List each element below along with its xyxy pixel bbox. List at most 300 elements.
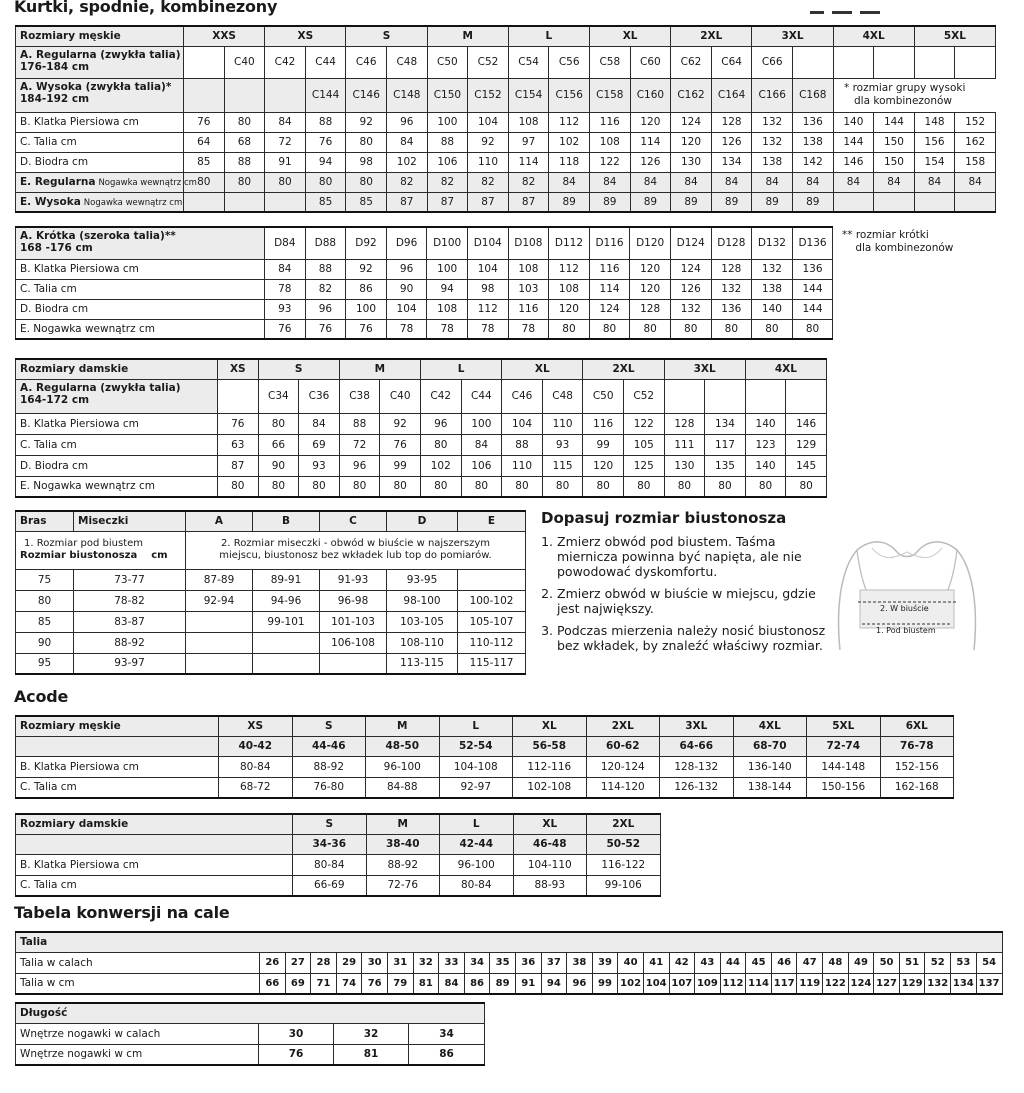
size-code-cell: D132 <box>752 227 793 259</box>
measure-cell: 104-108 <box>439 756 513 777</box>
measure-cell: 89 <box>549 192 590 212</box>
measure-cell: 80 <box>461 476 502 497</box>
table-row <box>16 590 526 611</box>
measure-cell: 80 <box>589 319 630 339</box>
measure-cell: 80 <box>224 112 265 132</box>
inch-cell: 34 <box>464 952 490 973</box>
measure-cell: 136-140 <box>733 756 807 777</box>
row-label <box>16 227 265 259</box>
measure-cell: 134 <box>711 152 752 172</box>
cm-cell: 102 <box>618 973 644 994</box>
measure-cell: 129 <box>786 434 827 455</box>
size-code-cell: D92 <box>346 227 387 259</box>
underbust-range-cell: 73-77 <box>74 569 186 590</box>
measure-cell: 158 <box>955 152 996 172</box>
size-group-header: M <box>427 26 508 46</box>
row-label-range: 176-184 cm <box>20 60 90 73</box>
size-code-cell <box>955 46 996 78</box>
table-row <box>16 319 833 339</box>
size-group-header: XS <box>265 26 346 46</box>
short-size-note: ** rozmiar krótki dla kombinezonów <box>842 229 954 254</box>
inch-cell: 34 <box>409 1023 485 1044</box>
measure-cell: 78 <box>467 319 508 339</box>
inch-cell: 30 <box>362 952 388 973</box>
tall-size-note: * rozmiar grupy wysoki dla kombinezonów <box>844 82 966 107</box>
cup-range-cell: 108-110 <box>387 632 458 653</box>
size-code-cell: D128 <box>711 227 752 259</box>
size-code-cell: C168 <box>792 78 833 112</box>
cup-range-cell: 91-93 <box>320 569 387 590</box>
size-group-header: S <box>258 359 339 379</box>
size-code-cell: C42 <box>265 46 306 78</box>
cup-range-cell: 100-102 <box>458 590 526 611</box>
measure-cell: 97 <box>508 132 549 152</box>
table-row <box>16 379 827 413</box>
size-code-cell: D136 <box>792 227 833 259</box>
inch-cell: 35 <box>490 952 516 973</box>
measure-cell: 72-76 <box>366 875 440 896</box>
size-group-header: 3XL <box>752 26 833 46</box>
measure-cell: 80 <box>664 476 705 497</box>
table-row <box>16 1023 485 1044</box>
size-header: 4XL <box>733 716 807 736</box>
row-label: C. Talia cm <box>16 875 293 896</box>
table-row <box>16 1044 485 1065</box>
bra-measurement-figure <box>832 530 982 655</box>
size-code-cell: C48 <box>387 46 428 78</box>
cm-cell: 137 <box>976 973 1002 994</box>
measure-cell: 116 <box>589 259 630 279</box>
size-range-cell: 48-50 <box>366 736 440 756</box>
measure-cell: 80 <box>184 172 225 192</box>
measure-cell: 128 <box>711 259 752 279</box>
measure-cell: 63 <box>218 434 259 455</box>
table-row <box>16 511 526 531</box>
measure-cell: 85 <box>346 192 387 212</box>
measure-cell: 152-156 <box>880 756 954 777</box>
table-row <box>16 1003 485 1023</box>
table-row <box>16 632 526 653</box>
measure-cell: 80-84 <box>440 875 514 896</box>
measure-cell: 93 <box>299 455 340 476</box>
measure-cell: 144 <box>792 279 833 299</box>
measure-cell: 140 <box>745 413 786 434</box>
measure-cell: 102-108 <box>513 777 587 798</box>
table-row <box>16 46 996 78</box>
size-code-cell: C56 <box>549 46 590 78</box>
measure-cell: 104 <box>468 112 509 132</box>
size-code-cell: D124 <box>670 227 711 259</box>
table-row <box>16 112 996 132</box>
measure-cell: 80 <box>502 476 543 497</box>
measure-cell: 120 <box>583 455 624 476</box>
length-header: Długość <box>16 1003 485 1023</box>
size-code-cell: D112 <box>549 227 590 259</box>
cup-range-cell: 99-101 <box>253 611 320 632</box>
row-label: E. Nogawka wewnątrz cm <box>16 319 265 339</box>
row-label: D. Biodra cm <box>16 152 184 172</box>
size-code-cell <box>664 379 705 413</box>
measure-cell: 84 <box>461 434 502 455</box>
measure-cell: 154 <box>914 152 955 172</box>
measure-cell: 106 <box>461 455 502 476</box>
measure-cell: 116 <box>583 413 624 434</box>
row-label: Talia w cm <box>16 973 260 994</box>
measure-cell: 124 <box>671 112 712 132</box>
mens-size-table <box>15 25 996 213</box>
cup-header: A <box>186 511 253 531</box>
inch-cell: 39 <box>592 952 618 973</box>
measure-cell: 80 <box>224 172 265 192</box>
measure-cell: 152 <box>955 112 996 132</box>
underbust-title: 1. Rozmiar pod biustem <box>24 537 144 549</box>
measure-cell: 93 <box>542 434 583 455</box>
measure-cell: 87 <box>427 192 468 212</box>
cm-cell: 81 <box>413 973 439 994</box>
bra-guide-steps <box>541 534 837 660</box>
measure-cell: 80 <box>346 132 387 152</box>
table-row <box>16 932 1003 952</box>
size-code-cell: D108 <box>508 227 549 259</box>
size-header: S <box>292 716 366 736</box>
measure-cell: 87 <box>218 455 259 476</box>
cm-cell: 109 <box>695 973 721 994</box>
measure-cell: 78 <box>265 279 306 299</box>
size-range-cell: 34-36 <box>293 834 367 854</box>
cm-cell: 122 <box>823 973 849 994</box>
cup-range-cell: 92-94 <box>186 590 253 611</box>
cup-range-cell: 94-96 <box>253 590 320 611</box>
measure-cell: 125 <box>623 455 664 476</box>
table-row <box>16 455 827 476</box>
measure-cell: 80 <box>542 476 583 497</box>
size-range-cell: 60-62 <box>586 736 660 756</box>
measure-cell: 120-124 <box>586 756 660 777</box>
measure-cell: 100 <box>427 112 468 132</box>
measure-cell: 162 <box>955 132 996 152</box>
inch-cell: 36 <box>515 952 541 973</box>
measure-cell: 115 <box>542 455 583 476</box>
measure-cell: 99 <box>583 434 624 455</box>
cup-range-cell: 115-117 <box>458 653 526 674</box>
table-row <box>16 814 661 834</box>
table-row <box>16 259 833 279</box>
measure-cell <box>874 192 915 212</box>
measure-cell: 96 <box>386 259 427 279</box>
size-group-header: XXS <box>184 26 265 46</box>
measure-cell: 138 <box>792 132 833 152</box>
size-group-header: XS <box>218 359 259 379</box>
measure-cell: 78 <box>386 319 427 339</box>
size-code-cell: C164 <box>711 78 752 112</box>
empty-label-cell <box>16 736 219 756</box>
measure-cell: 146 <box>833 152 874 172</box>
measure-cell: 108 <box>508 259 549 279</box>
inch-cell: 33 <box>439 952 465 973</box>
size-code-cell: C38 <box>339 379 380 413</box>
size-code-cell: D116 <box>589 227 630 259</box>
measure-cell: 88 <box>305 259 346 279</box>
measure-cell: 140 <box>752 299 793 319</box>
measure-cell: 120 <box>630 112 671 132</box>
measure-cell: 76 <box>380 434 421 455</box>
measure-cell: 88-92 <box>366 854 440 875</box>
size-range-cell: 44-46 <box>292 736 366 756</box>
measure-cell: 130 <box>671 152 712 172</box>
table-row <box>16 777 954 798</box>
measure-cell: 89 <box>752 192 793 212</box>
measure-cell: 76 <box>305 319 346 339</box>
size-range-cell: 68-70 <box>733 736 807 756</box>
row-label: C. Talia cm <box>16 777 219 798</box>
size-group-header: S <box>346 26 427 46</box>
cup-header: E <box>458 511 526 531</box>
row-label: B. Klatka Piersiowa cm <box>16 413 218 434</box>
measure-cell: 80-84 <box>293 854 367 875</box>
measure-cell: 66 <box>258 434 299 455</box>
row-label: B. Klatka Piersiowa cm <box>16 756 219 777</box>
measure-cell: 88 <box>224 152 265 172</box>
measure-cell: 110 <box>502 455 543 476</box>
table-row <box>16 973 1003 994</box>
measure-cell: 116-122 <box>587 854 661 875</box>
measure-cell: 108 <box>549 279 590 299</box>
measure-cell: 92 <box>346 112 387 132</box>
size-code-cell <box>874 46 915 78</box>
size-code-cell: D96 <box>386 227 427 259</box>
measure-cell: 136 <box>792 112 833 132</box>
size-code-cell: C50 <box>583 379 624 413</box>
size-group-header: 4XL <box>745 359 826 379</box>
measure-cell: 94 <box>305 152 346 172</box>
measure-cell: 88 <box>339 413 380 434</box>
row-label: Talia w calach <box>16 952 260 973</box>
cup-range-cell <box>253 653 320 674</box>
measure-cell: 136 <box>792 259 833 279</box>
row-label: B. Klatka Piersiowa cm <box>16 112 184 132</box>
measure-cell: 99-106 <box>587 875 661 896</box>
measure-cell: 84 <box>671 172 712 192</box>
bra-guide-step: 2. Zmierz obwód w biuście w miejscu, gdzie jest największy. <box>557 586 837 616</box>
measure-cell <box>914 192 955 212</box>
table-row <box>16 192 996 212</box>
empty-label-cell <box>16 834 293 854</box>
measure-cell: 76 <box>184 112 225 132</box>
bras-header-label: Bras <box>16 511 74 531</box>
inch-cell: 42 <box>669 952 695 973</box>
size-code-cell: C34 <box>258 379 299 413</box>
inch-cell: 27 <box>285 952 311 973</box>
measure-cell: 104 <box>467 259 508 279</box>
row-label: C. Talia cm <box>16 434 218 455</box>
size-code-cell <box>184 78 225 112</box>
table-row <box>16 413 827 434</box>
row-label: C. Talia cm <box>16 132 184 152</box>
size-code-cell: C44 <box>305 46 346 78</box>
measure-cell: 104 <box>502 413 543 434</box>
measure-cell: 112 <box>549 112 590 132</box>
measure-cell: 104-110 <box>513 854 587 875</box>
measure-cell: 80 <box>745 476 786 497</box>
measure-cell: 84-88 <box>366 777 440 798</box>
size-group-header: 5XL <box>914 26 995 46</box>
measure-cell: 72 <box>339 434 380 455</box>
measure-cell: 80 <box>623 476 664 497</box>
measure-cell: 135 <box>705 455 746 476</box>
size-code-cell: C62 <box>671 46 712 78</box>
size-range-cell: 46-48 <box>513 834 587 854</box>
size-code-cell: C52 <box>468 46 509 78</box>
header-logo-marks <box>810 0 880 4</box>
measure-cell: 96 <box>339 455 380 476</box>
size-header: M <box>366 814 440 834</box>
measure-cell: 99 <box>380 455 421 476</box>
measure-cell: 89 <box>630 192 671 212</box>
size-code-cell <box>265 78 306 112</box>
measure-cell: 126 <box>630 152 671 172</box>
measure-cell: 96-100 <box>440 854 514 875</box>
measure-cell: 138-144 <box>733 777 807 798</box>
size-code-cell <box>224 78 265 112</box>
measure-cell: 117 <box>705 434 746 455</box>
bras-header-label: Miseczki <box>74 511 186 531</box>
measure-cell: 78 <box>508 319 549 339</box>
size-group-header: L <box>420 359 501 379</box>
measure-cell: 128 <box>630 299 671 319</box>
row-label: B. Klatka Piersiowa cm <box>16 854 293 875</box>
row-label: Wnętrze nogawki w calach <box>16 1023 259 1044</box>
measure-cell: 103 <box>508 279 549 299</box>
cm-cell: 76 <box>362 973 388 994</box>
bra-guide-title: Dopasuj rozmiar biustonosza <box>541 509 787 527</box>
measure-cell: 150-156 <box>807 777 881 798</box>
cm-cell: 117 <box>771 973 797 994</box>
measure-cell: 122 <box>623 413 664 434</box>
cup-range-cell <box>253 632 320 653</box>
size-header: M <box>366 716 440 736</box>
measure-cell: 114-120 <box>586 777 660 798</box>
size-header: XL <box>513 716 587 736</box>
measure-cell: 104 <box>386 299 427 319</box>
measure-cell: 112 <box>549 259 590 279</box>
table-row <box>16 611 526 632</box>
measure-cell <box>833 192 874 212</box>
measure-cell: 68-72 <box>219 777 293 798</box>
size-range-cell: 56-58 <box>513 736 587 756</box>
measure-cell: 134 <box>705 413 746 434</box>
measure-cell: 144-148 <box>807 756 881 777</box>
measure-cell: 138 <box>752 279 793 299</box>
size-code-cell: C156 <box>549 78 590 112</box>
measure-cell: 111 <box>664 434 705 455</box>
measure-cell: 114 <box>589 279 630 299</box>
cm-cell: 89 <box>490 973 516 994</box>
table-row <box>16 359 827 379</box>
measure-cell: 102 <box>549 132 590 152</box>
measure-cell: 108 <box>508 112 549 132</box>
cm-cell: 107 <box>669 973 695 994</box>
measure-cell: 144 <box>874 112 915 132</box>
measure-cell: 80 <box>299 476 340 497</box>
measure-cell: 80 <box>752 319 793 339</box>
size-range-cell: 52-54 <box>439 736 513 756</box>
cm-cell: 129 <box>899 973 925 994</box>
measure-cell: 140 <box>833 112 874 132</box>
measure-cell: 102 <box>420 455 461 476</box>
inch-cell: 29 <box>336 952 362 973</box>
size-code-cell <box>218 379 259 413</box>
size-code-cell <box>833 46 874 78</box>
inch-cell: 47 <box>797 952 823 973</box>
inch-cell: 28 <box>311 952 337 973</box>
size-code-cell: D104 <box>467 227 508 259</box>
cup-range-cell <box>186 611 253 632</box>
measure-cell: 84 <box>265 259 306 279</box>
measure-cell: 144 <box>833 132 874 152</box>
inch-cell: 44 <box>720 952 746 973</box>
cm-cell: 119 <box>797 973 823 994</box>
cup-range-cell: 103-105 <box>387 611 458 632</box>
cup-range-cell: 110-112 <box>458 632 526 653</box>
acode-womens-header-label: Rozmiary damskie <box>16 814 293 834</box>
cup-range-cell: 101-103 <box>320 611 387 632</box>
measure-cell: 132 <box>670 299 711 319</box>
measure-cell: 84 <box>833 172 874 192</box>
mens-short-size-table <box>15 226 833 340</box>
measure-cell: 100 <box>346 299 387 319</box>
measure-cell <box>224 192 265 212</box>
measure-cell: 122 <box>590 152 631 172</box>
measure-cell: 126-132 <box>660 777 734 798</box>
measure-cell: 84 <box>914 172 955 192</box>
inch-cell: 43 <box>695 952 721 973</box>
table-row <box>16 227 833 259</box>
row-label <box>16 78 184 112</box>
cup-header: B <box>253 511 320 531</box>
row-label <box>16 172 197 192</box>
size-range-cell: 64-66 <box>660 736 734 756</box>
measure-cell: 84 <box>874 172 915 192</box>
size-code-cell: C146 <box>346 78 387 112</box>
inch-cell: 53 <box>951 952 977 973</box>
size-group-header: XL <box>502 359 583 379</box>
inch-cell: 46 <box>771 952 797 973</box>
row-label: D. Biodra cm <box>16 455 218 476</box>
bust-measure-label: 2. W biuście <box>880 604 929 613</box>
size-code-cell <box>745 379 786 413</box>
measure-cell: 80 <box>583 476 624 497</box>
measure-cell: 89 <box>711 192 752 212</box>
cup-range-cell <box>186 653 253 674</box>
measure-cell: 84 <box>299 413 340 434</box>
row-label: Wnętrze nogawki w cm <box>16 1044 259 1065</box>
measure-cell: 96 <box>420 413 461 434</box>
table-row <box>16 476 827 497</box>
acode-mens-header-label: Rozmiary męskie <box>16 716 219 736</box>
measure-cell: 105 <box>623 434 664 455</box>
measure-cell: 114 <box>508 152 549 172</box>
size-code-cell: C150 <box>427 78 468 112</box>
size-header: 5XL <box>807 716 881 736</box>
measure-cell: 110 <box>542 413 583 434</box>
cm-cell: 114 <box>746 973 772 994</box>
size-code-cell: C64 <box>711 46 752 78</box>
row-label-range: 164-172 cm <box>20 393 90 406</box>
measure-cell: 145 <box>786 455 827 476</box>
size-range-cell: 50-52 <box>587 834 661 854</box>
table-row <box>16 834 661 854</box>
cup-range-cell <box>320 653 387 674</box>
